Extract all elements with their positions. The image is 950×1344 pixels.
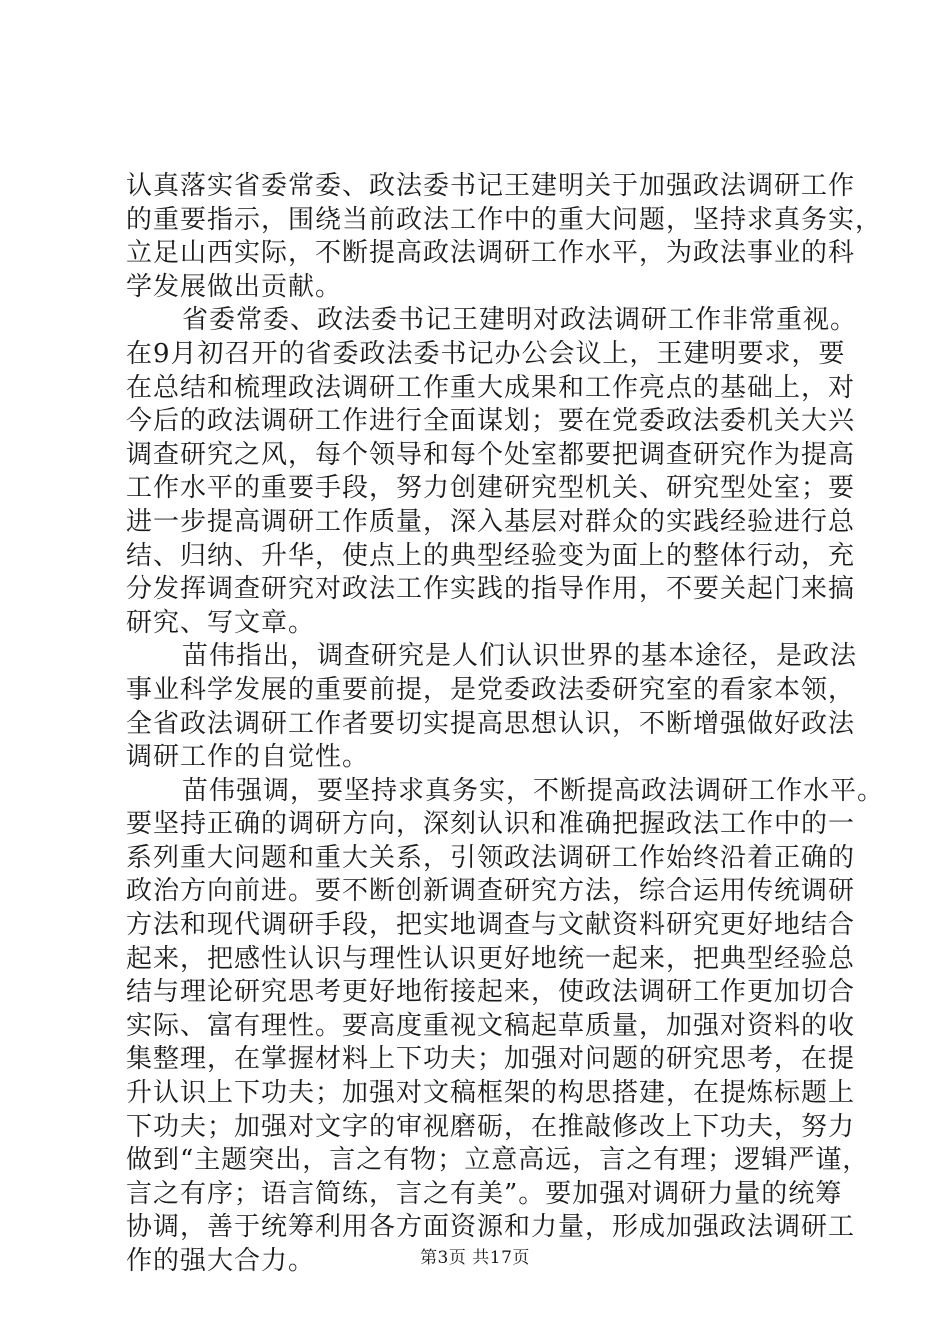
text-line: 系列重大问题和重大关系，引领政法调研工作始终沿着正确的 xyxy=(126,842,856,873)
text-line: 言之有序；语言简练，言之有美”。要加强对调研力量的统筹 xyxy=(126,1178,843,1209)
text-line: 事业科学发展的重要前提，是党委政法委研究室的看家本领， xyxy=(126,674,856,705)
text-line: 调查研究之风，每个领导和每个处室都要把调查研究作为提高 xyxy=(126,439,856,470)
text-line: 分发挥调查研究对政法工作实践的指导作用，不要关起门来搞 xyxy=(126,574,856,605)
text-line: 政治方向前进。要不断创新调查研究方法，综合运用传统调研 xyxy=(126,876,856,907)
text-line: 升认识上下功夫；加强对文稿框架的构思搭建，在提炼标题上 xyxy=(126,1078,856,1109)
text-line: 研究、写文章。 xyxy=(126,607,316,638)
article-body xyxy=(126,170,885,1279)
text-line: 作的强大合力。 xyxy=(126,1246,316,1276)
text-line: 的重要指示，围绕当前政法工作中的重大问题，坚持求真务实， xyxy=(126,204,883,235)
text-line: 要坚持正确的调研方向，深刻认识和准确把握政法工作中的一 xyxy=(126,809,856,840)
paragraph-first-line: 省委常委、政法委书记王建明对政法调研工作非常重视。 xyxy=(182,305,858,336)
text-line: 集整理，在掌握材料上下功夫；加强对问题的研究思考，在提 xyxy=(126,1044,856,1075)
text-line: 结与理论研究思考更好地衔接起来，使政法调研工作更加切合 xyxy=(126,977,856,1008)
text-line: 在总结和梳理政法调研工作重大成果和工作亮点的基础上，对 xyxy=(126,372,856,403)
text-line: 进一步提高调研工作质量，深入基层对群众的实践经验进行总 xyxy=(126,506,856,537)
paragraph-first-line: 苗伟指出，调查研究是人们认识世界的基本途径，是政法 xyxy=(182,641,858,672)
text-line: 实际、富有理性。要高度重视文稿起草质量，加强对资料的收 xyxy=(126,1010,856,1041)
text-line: 方法和现代调研手段，把实地调查与文献资料研究更好地结合 xyxy=(126,910,856,941)
text-line: 立足山西实际，不断提高政法调研工作水平，为政法事业的科 xyxy=(126,238,856,269)
text-line: 起来，把感性认识与理性认识更好地统一起来，把典型经验总 xyxy=(126,943,856,974)
text-line: 下功夫；加强对文字的审视磨砺，在推敲修改上下功夫，努力 xyxy=(126,1111,856,1142)
text-line: 全省政法调研工作者要切实提高思想认识，不断增强做好政法 xyxy=(126,708,856,739)
page-number-footer: 第3页 共17页 xyxy=(420,1248,530,1268)
text-line: 认真落实省委常委、政法委书记王建明关于加强政法调研工作 xyxy=(126,171,856,201)
text-line: 今后的政法调研工作进行全面谋划；要在党委政法委机关大兴 xyxy=(126,406,856,437)
text-line: 做到“主题突出，言之有物；立意高远，言之有理；逻辑严谨， xyxy=(126,1145,870,1176)
text-line: 学发展做出贡献。 xyxy=(126,271,343,302)
text-line: 工作水平的重要手段，努力创建研究型机关、研究型处室；要 xyxy=(126,473,856,504)
text-line: 结、归纳、升华，使点上的典型经验变为面上的整体行动，充 xyxy=(126,540,856,571)
text-line: 调研工作的自觉性。 xyxy=(126,742,370,773)
text-line: 在9月初召开的省委政法委书记办公会议上，王建明要求，要 xyxy=(126,338,846,369)
paragraph-first-line: 苗伟强调，要坚持求真务实，不断提高政法调研工作水平。 xyxy=(182,775,885,806)
text-line: 协调，善于统筹利用各方面资源和力量，形成加强政法调研工 xyxy=(126,1212,856,1243)
